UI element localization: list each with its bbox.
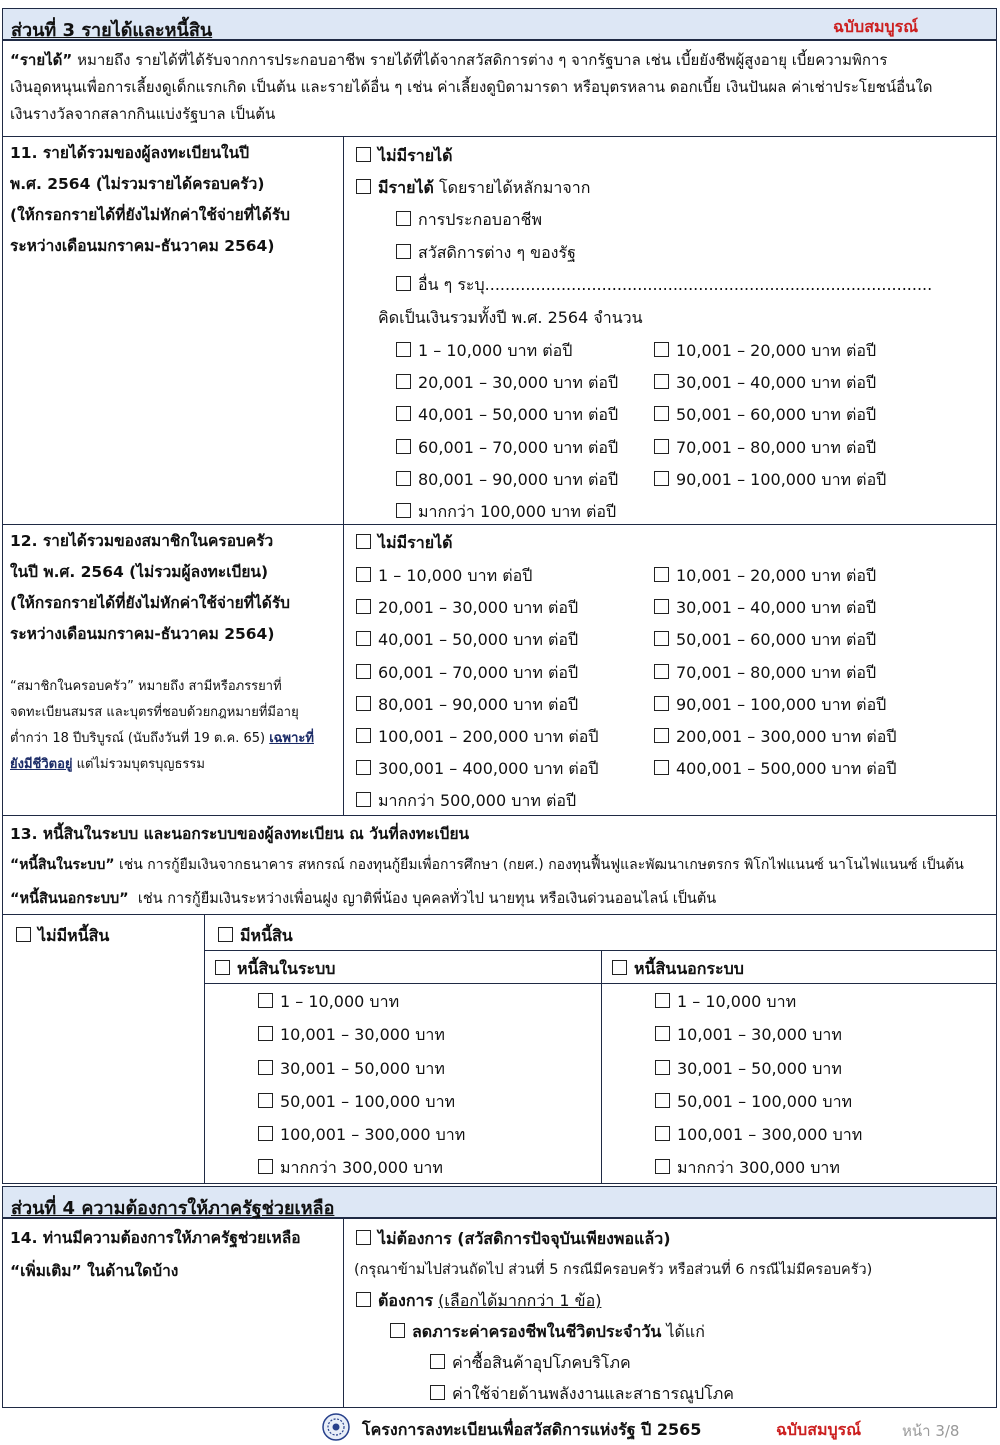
q13-informal-definition	[10, 887, 716, 910]
q12-range-option[interactable]	[356, 596, 578, 621]
option-label: ต้องการ	[378, 1291, 434, 1310]
option-label: สวัสดิการต่าง ๆ ของรัฐ	[418, 243, 576, 262]
option-label: ไม่มีรายได้	[378, 146, 453, 165]
option-label: 70,001 – 80,000 บาท ต่อปี	[676, 438, 877, 457]
checkbox[interactable]	[655, 993, 670, 1008]
option-label: 20,001 – 30,000 บาท ต่อปี	[378, 598, 579, 617]
option-suffix: ได้แก่	[666, 1322, 705, 1341]
q13-informal-amount-option[interactable]	[655, 1090, 852, 1115]
q11-source-option[interactable]	[396, 241, 576, 266]
checkbox[interactable]	[396, 374, 411, 389]
q12-no-income-option[interactable]	[356, 531, 453, 556]
note-line: ต่ำกว่า 18 ปีบริบูรณ์ (นับถึงวันที่ 19 ต.ค. 65)	[10, 731, 266, 746]
q13-formal-amount-option[interactable]	[258, 1090, 455, 1115]
checkbox[interactable]	[396, 211, 411, 226]
q13-informal-amount-option[interactable]	[655, 1156, 840, 1181]
footer-project-name: โครงการลงทะเบียนเพื่อสวัสดิการแห่งรัฐ ปี 2565	[362, 1420, 702, 1439]
q13-has-debt-option[interactable]	[218, 924, 293, 949]
government-emblem-icon	[322, 1413, 350, 1441]
checkbox[interactable]	[654, 728, 669, 743]
definition-line-3: เงินรางวัลจากสลากกินแบ่งรัฐบาล เป็นต้น	[10, 105, 276, 123]
checkbox[interactable]	[654, 664, 669, 679]
checkbox[interactable]	[654, 439, 669, 454]
option-label: 60,001 – 70,000 บาท ต่อปี	[378, 663, 579, 682]
checkbox[interactable]	[396, 503, 411, 518]
option-label: 1 – 10,000 บาท	[677, 992, 797, 1011]
note-emphasis: ยังมีชีวิตอยู่	[10, 757, 73, 772]
option-label: 10,001 – 30,000 บาท	[677, 1025, 842, 1044]
q13-formal-amount-option[interactable]	[258, 1123, 465, 1148]
checkbox[interactable]	[258, 1093, 273, 1108]
checkbox[interactable]	[654, 342, 669, 357]
option-label: 1 – 10,000 บาท ต่อปี	[378, 566, 533, 585]
checkbox[interactable]	[654, 374, 669, 389]
q14-label-line: “เพิ่มเติม” ในด้านใดบ้าง	[10, 1262, 179, 1280]
q12-range-option[interactable]	[356, 628, 578, 653]
checkbox[interactable]	[356, 696, 371, 711]
q13-no-debt-option[interactable]	[16, 924, 109, 949]
option-label: 80,001 – 90,000 บาท ต่อปี	[378, 695, 579, 714]
option-label: ไม่มีรายได้	[378, 533, 453, 552]
checkbox[interactable]	[258, 993, 273, 1008]
option-label: การประกอบอาชีพ	[418, 210, 543, 229]
option-label: 70,001 – 80,000 บาท ต่อปี	[676, 663, 877, 682]
q12-range-option[interactable]	[654, 596, 876, 621]
option-label: 200,001 – 300,000 บาท ต่อปี	[676, 727, 897, 746]
option-label: 50,001 – 60,000 บาท ต่อปี	[676, 405, 877, 424]
checkbox[interactable]	[655, 1093, 670, 1108]
q12-range-option[interactable]	[356, 693, 578, 718]
option-label: 50,001 – 60,000 บาท ต่อปี	[676, 630, 877, 649]
q13-informal-amount-option[interactable]	[655, 1123, 862, 1148]
option-label: 100,001 – 300,000 บาท	[280, 1125, 466, 1144]
q13-formal-definition	[10, 854, 964, 876]
term: “หนี้สินนอกระบบ”	[10, 891, 129, 907]
checkbox[interactable]	[356, 534, 371, 549]
checkbox[interactable]	[430, 1385, 445, 1400]
q11-label-line: (ให้กรอกรายได้ที่ยังไม่หักค่าใช้จ่ายที่ได้รับ	[10, 206, 290, 224]
option-label: 300,001 – 400,000 บาท ต่อปี	[378, 759, 599, 778]
divider	[204, 914, 205, 1184]
q12-family-note	[10, 674, 314, 778]
complete-badge: ฉบับสมบูรณ์	[833, 17, 919, 36]
checkbox[interactable]	[654, 471, 669, 486]
checkbox[interactable]	[655, 1126, 670, 1141]
q14-label-line: 14. ท่านมีความต้องการให้ภาครัฐช่วยเหลือ	[10, 1229, 301, 1247]
option-suffix: โดยรายได้หลักมาจาก	[439, 178, 591, 197]
option-label: 10,001 – 20,000 บาท ต่อปี	[676, 566, 877, 585]
checkbox[interactable]	[430, 1354, 445, 1369]
q11-source-option[interactable]	[396, 273, 932, 298]
option-note: (เลือกได้มากกว่า 1 ข้อ)	[438, 1291, 602, 1310]
option-label: ไม่ต้องการ (สวัสดิการปัจจุบันเพียงพอแล้ว)	[378, 1229, 671, 1248]
note-line: “สมาชิกในครอบครัว” หมายถึง สามีหรือภรรยาที่	[10, 679, 282, 694]
divider	[2, 136, 997, 137]
q13-informal-column-option[interactable]	[612, 957, 744, 982]
option-label: 100,001 – 200,000 บาท ต่อปี	[378, 727, 599, 746]
q12-label-line: 12. รายได้รวมของสมาชิกในครอบครัว	[10, 532, 274, 550]
option-label: 80,001 – 90,000 บาท ต่อปี	[418, 470, 619, 489]
footer-complete-badge: ฉบับสมบูรณ์	[776, 1420, 862, 1439]
option-label: 40,001 – 50,000 บาท ต่อปี	[418, 405, 619, 424]
checkbox[interactable]	[356, 1230, 371, 1245]
checkbox[interactable]	[654, 599, 669, 614]
q13-informal-amount-option[interactable]	[655, 1057, 842, 1082]
option-label: ค่าใช้จ่ายด้านพลังงานและสาธารณูปโภค	[452, 1384, 734, 1403]
q12-range-option[interactable]	[654, 725, 897, 750]
definition-line-1: หมายถึง รายได้ที่ได้รับจากการประกอบอาชีพ รายได้ที่ได้จากสวัสดิการต่าง ๆ จากรัฐบาล เช่น เบี้ยยังชีพผู้สูงอายุ เบี้ยความพิการ	[77, 51, 888, 69]
q12-range-option[interactable]	[654, 564, 876, 589]
q11-range-option[interactable]	[654, 468, 886, 493]
q12-range-option[interactable]	[356, 757, 599, 782]
option-label: มากกว่า 300,000 บาท	[280, 1158, 443, 1177]
option-label: ค่าซื้อสินค้าอุปโภคบริโภค	[452, 1353, 631, 1372]
q12-range-option[interactable]	[356, 789, 576, 814]
option-label: 50,001 – 100,000 บาท	[677, 1092, 853, 1111]
q13-informal-amount-option[interactable]	[655, 990, 796, 1015]
section4-header	[2, 1186, 997, 1218]
q11-range-option[interactable]	[654, 339, 876, 364]
checkbox[interactable]	[258, 1060, 273, 1075]
option-label: 1 – 10,000 บาท ต่อปี	[418, 341, 573, 360]
checkbox[interactable]	[612, 960, 627, 975]
q11-label	[10, 138, 290, 262]
option-label: มากกว่า 500,000 บาท ต่อปี	[378, 791, 577, 810]
divider	[2, 914, 997, 915]
divider	[2, 815, 997, 816]
option-label: 50,001 – 100,000 บาท	[280, 1092, 456, 1111]
option-label: 30,001 – 50,000 บาท	[280, 1059, 445, 1078]
checkbox[interactable]	[396, 276, 411, 291]
note-line: จดทะเบียนสมรส และบุตรที่ชอบด้วยกฎหมายที่มีอายุ	[10, 705, 299, 720]
q12-range-option[interactable]	[654, 628, 876, 653]
option-label: ไม่มีหนี้สิน	[38, 926, 110, 945]
option-label: 40,001 – 50,000 บาท ต่อปี	[378, 630, 579, 649]
checkbox[interactable]	[218, 927, 233, 942]
option-label: ลดภาระค่าครองชีพในชีวิตประจำวัน	[412, 1322, 662, 1341]
divider	[343, 136, 344, 815]
checkbox[interactable]	[215, 960, 230, 975]
checkbox[interactable]	[356, 664, 371, 679]
checkbox[interactable]	[356, 179, 371, 194]
option-label: 60,001 – 70,000 บาท ต่อปี	[418, 438, 619, 457]
note-emphasis: เฉพาะที่	[269, 731, 314, 746]
q12-range-option[interactable]	[654, 661, 876, 686]
checkbox[interactable]	[16, 927, 31, 942]
q11-has-income-option[interactable]	[356, 176, 590, 201]
description: เช่น การกู้ยืมเงินจากธนาคาร สหกรณ์ กองทุนกู้ยืมเพื่อการศึกษา (กยศ.) กองทุนฟื้นฟูและพัฒนาเกษตรกร พิโกไฟแนนซ์ นาโนไฟแนนซ์ เป็นต้น	[119, 857, 964, 873]
checkbox[interactable]	[356, 567, 371, 582]
checkbox[interactable]	[356, 599, 371, 614]
checkbox[interactable]	[258, 1026, 273, 1041]
q14-no-need-option[interactable]	[356, 1227, 671, 1252]
q11-range-option[interactable]	[396, 339, 572, 364]
option-label: 100,001 – 300,000 บาท	[677, 1125, 863, 1144]
checkbox[interactable]	[396, 471, 411, 486]
q11-range-option[interactable]	[396, 403, 618, 428]
q11-label-line: 11. รายได้รวมของผู้ลงทะเบียนในปี	[10, 144, 250, 162]
note-line: แต่ไม่รวมบุตรบุญธรรม	[76, 757, 205, 772]
checkbox[interactable]	[356, 631, 371, 646]
q11-no-income-option[interactable]	[356, 144, 453, 169]
q12-range-option[interactable]	[654, 757, 897, 782]
option-label: 10,001 – 30,000 บาท	[280, 1025, 445, 1044]
q14-label	[10, 1222, 301, 1288]
q14-consumer-goods-option[interactable]	[430, 1351, 631, 1376]
q11-label-line: ระหว่างเดือนมกราคม-ธันวาคม 2564)	[10, 237, 275, 255]
section3-header	[2, 8, 997, 40]
checkbox[interactable]	[396, 342, 411, 357]
checkbox[interactable]	[396, 439, 411, 454]
option-label: 30,001 – 40,000 บาท ต่อปี	[676, 598, 877, 617]
q12-label	[10, 526, 290, 650]
checkbox[interactable]	[396, 244, 411, 259]
checkbox[interactable]	[356, 760, 371, 775]
q12-label-line: ระหว่างเดือนมกราคม-ธันวาคม 2564)	[10, 625, 275, 643]
divider	[601, 950, 602, 1184]
option-label: มากกว่า 100,000 บาท ต่อปี	[418, 502, 617, 521]
q11-range-option[interactable]	[654, 436, 876, 461]
q11-range-option[interactable]	[396, 436, 618, 461]
checkbox[interactable]	[655, 1060, 670, 1075]
q13-formal-amount-option[interactable]	[258, 990, 399, 1015]
checkbox[interactable]	[396, 406, 411, 421]
q11-range-option[interactable]	[654, 403, 876, 428]
checkbox[interactable]	[654, 567, 669, 582]
option-label: 90,001 – 100,000 บาท ต่อปี	[676, 470, 887, 489]
definition-line-2: เงินอุดหนุนเพื่อการเลี้ยงดูเด็กแรกเกิด เป็นต้น และรายได้อื่น ๆ เช่น ค่าเลี้ยงดูบิดามารดา หรือบุตรหลาน ดอกเบี้ย เงินปันผล ค่าเช่าประโยชน์อื่นใด	[10, 78, 933, 96]
q13-formal-amount-option[interactable]	[258, 1057, 445, 1082]
term: “หนี้สินในระบบ”	[10, 857, 115, 873]
option-label: 20,001 – 30,000 บาท ต่อปี	[418, 373, 619, 392]
definition-term: “รายได้”	[10, 51, 73, 69]
option-label: 30,001 – 50,000 บาท	[677, 1059, 842, 1078]
page-number: หน้า 3/8	[902, 1422, 960, 1440]
q12-label-line: (ให้กรอกรายได้ที่ยังไม่หักค่าใช้จ่ายที่ได้รับ	[10, 594, 290, 612]
option-label: มากกว่า 300,000 บาท	[677, 1158, 840, 1177]
q11-source-option[interactable]	[396, 208, 542, 233]
option-label: 30,001 – 40,000 บาท ต่อปี	[676, 373, 877, 392]
checkbox[interactable]	[258, 1126, 273, 1141]
income-definition	[10, 47, 990, 128]
option-label: มีหนี้สิน	[240, 926, 293, 945]
checkbox[interactable]	[356, 792, 371, 807]
option-label: มีรายได้	[378, 178, 434, 197]
q13-title: 13. หนี้สินในระบบ และนอกระบบของผู้ลงทะเบียน ณ วันที่ลงทะเบียน	[10, 825, 470, 843]
option-label: 400,001 – 500,000 บาท ต่อปี	[676, 759, 897, 778]
q14-reduce-cost-option[interactable]	[390, 1320, 705, 1345]
option-label: 90,001 – 100,000 บาท ต่อปี	[676, 695, 887, 714]
q13-informal-amount-option[interactable]	[655, 1023, 842, 1048]
q12-range-option[interactable]	[356, 661, 578, 686]
q11-range-option[interactable]	[396, 500, 616, 525]
option-label: หนี้สินในระบบ	[237, 959, 336, 978]
checkbox[interactable]	[356, 147, 371, 162]
option-label: อื่น ๆ ระบุ........................................................................................	[418, 275, 933, 294]
option-label: 10,001 – 20,000 บาท ต่อปี	[676, 341, 877, 360]
q11-label-line: พ.ศ. 2564 (ไม่รวมรายได้ครอบครัว)	[10, 175, 265, 193]
q11-total-label: คิดเป็นเงินรวมทั้งปี พ.ศ. 2564 จำนวน	[378, 308, 643, 327]
checkbox[interactable]	[654, 631, 669, 646]
q11-range-option[interactable]	[396, 468, 618, 493]
q12-range-option[interactable]	[356, 564, 532, 589]
checkbox[interactable]	[655, 1026, 670, 1041]
checkbox[interactable]	[654, 696, 669, 711]
q11-range-option[interactable]	[654, 371, 876, 396]
section3-title: ส่วนที่ 3 รายได้และหนี้สิน	[11, 20, 213, 41]
divider	[343, 1218, 344, 1408]
checkbox[interactable]	[390, 1323, 405, 1338]
checkbox[interactable]	[356, 728, 371, 743]
q12-label-line: ในปี พ.ศ. 2564 (ไม่รวมผู้ลงทะเบียน)	[10, 563, 269, 581]
checkbox[interactable]	[258, 1159, 273, 1174]
checkbox[interactable]	[654, 760, 669, 775]
q12-range-option[interactable]	[356, 725, 599, 750]
checkbox[interactable]	[655, 1159, 670, 1174]
q14-need-option[interactable]	[356, 1289, 601, 1314]
q13-formal-amount-option[interactable]	[258, 1023, 445, 1048]
q13-formal-amount-option[interactable]	[258, 1156, 443, 1181]
q14-energy-utilities-option[interactable]	[430, 1382, 734, 1407]
section4-title: ส่วนที่ 4 ความต้องการให้ภาครัฐช่วยเหลือ	[11, 1198, 335, 1219]
checkbox[interactable]	[356, 1292, 371, 1307]
q14-skip-note: (กรุณาข้ามไปส่วนถัดไป ส่วนที่ 5 กรณีมีครอบครัว หรือส่วนที่ 6 กรณีไม่มีครอบครัว)	[354, 1262, 873, 1278]
q11-range-option[interactable]	[396, 371, 618, 396]
description: เช่น การกู้ยืมเงินระหว่างเพื่อนฝูง ญาติพี่น้อง บุคคลทั่วไป นายทุน หรือเงินด่วนออนไลน์ เป็นต้น	[137, 891, 717, 907]
option-label: 1 – 10,000 บาท	[280, 992, 400, 1011]
option-label: หนี้สินนอกระบบ	[634, 959, 744, 978]
q13-formal-column-option[interactable]	[215, 957, 335, 982]
checkbox[interactable]	[654, 406, 669, 421]
q12-range-option[interactable]	[654, 693, 886, 718]
